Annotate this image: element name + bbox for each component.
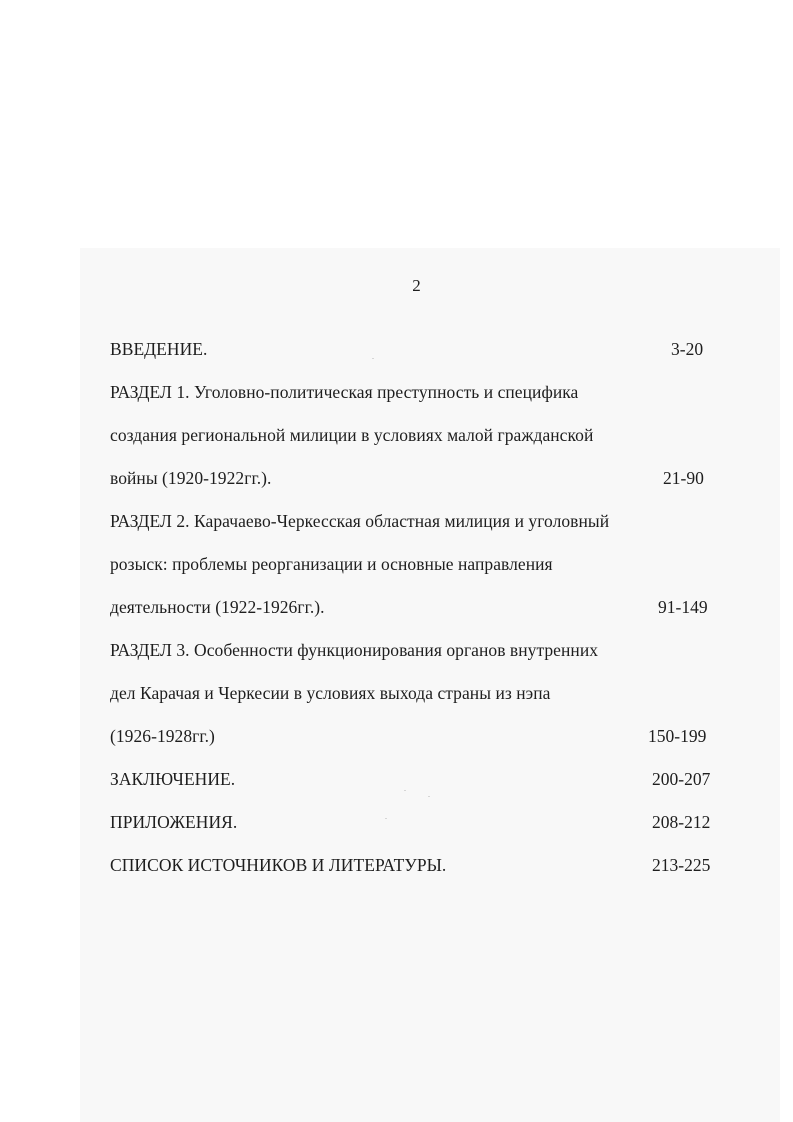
toc-entry-pages: 91-149 (658, 597, 708, 617)
toc-entry-pages: 3-20 (671, 339, 704, 359)
toc-entry-pages: 200-207 (652, 769, 711, 789)
toc-entry-title: деятельности (1922-1926гг.). (110, 597, 325, 617)
toc-entry-section-3-line-1 (0, 635, 793, 665)
toc-entry-title: (1926-1928гг.) (110, 726, 215, 746)
toc-entry-section-1-line-1 (0, 377, 793, 407)
toc-entry-title: ЗАКЛЮЧЕНИЕ. (110, 769, 236, 789)
toc-entry-section-2-line-2 (0, 549, 793, 579)
toc-entry-section-3-line-3 (0, 721, 793, 751)
toc-entry-pages: 150-199 (648, 726, 707, 746)
toc-entry-section-2-line-3 (0, 592, 793, 622)
scan-speck (372, 358, 374, 359)
toc-entry-introduction (0, 334, 793, 364)
toc-entry-title: РАЗДЕЛ 3. Особенности функционирования органов внутренних (110, 640, 599, 660)
toc-entry-title: РАЗДЕЛ 1. Уголовно-политическая преступность и специфика (110, 382, 579, 402)
toc-entry-title: создания региональной милиции в условиях малой гражданской (110, 425, 594, 445)
toc-entry-pages: 208-212 (652, 812, 711, 832)
toc-entry-section-1-line-3 (0, 463, 793, 493)
toc-entry-title: ПРИЛОЖЕНИЯ. (110, 812, 238, 832)
page-number: 2 (412, 276, 421, 295)
toc-entry-section-3-line-2 (0, 678, 793, 708)
toc-entry-appendices (0, 807, 793, 837)
toc-entry-title: СПИСОК ИСТОЧНИКОВ И ЛИТЕРАТУРЫ. (110, 855, 447, 875)
toc-entry-pages: 21-90 (663, 468, 704, 488)
toc-entry-title: дел Карачая и Черкесии в условиях выхода страны из нэпа (110, 683, 551, 703)
toc-entry-section-1-line-2 (0, 420, 793, 450)
toc-entry-title: розыск: проблемы реорганизации и основные направления (110, 554, 553, 574)
scan-speck (385, 818, 387, 819)
scan-speck (404, 790, 406, 791)
toc-entry-section-2-line-1 (0, 506, 793, 536)
toc-entry-pages: 213-225 (652, 855, 711, 875)
toc-entry-title: РАЗДЕЛ 2. Карачаево-Черкесская областная милиция и уголовный (110, 511, 610, 531)
toc-entry-title: ВВЕДЕНИЕ. (110, 339, 208, 359)
scan-speck (428, 796, 430, 797)
toc-entry-conclusion (0, 764, 793, 794)
toc-entry-references (0, 850, 793, 880)
toc-entry-title: войны (1920-1922гг.). (110, 468, 272, 488)
